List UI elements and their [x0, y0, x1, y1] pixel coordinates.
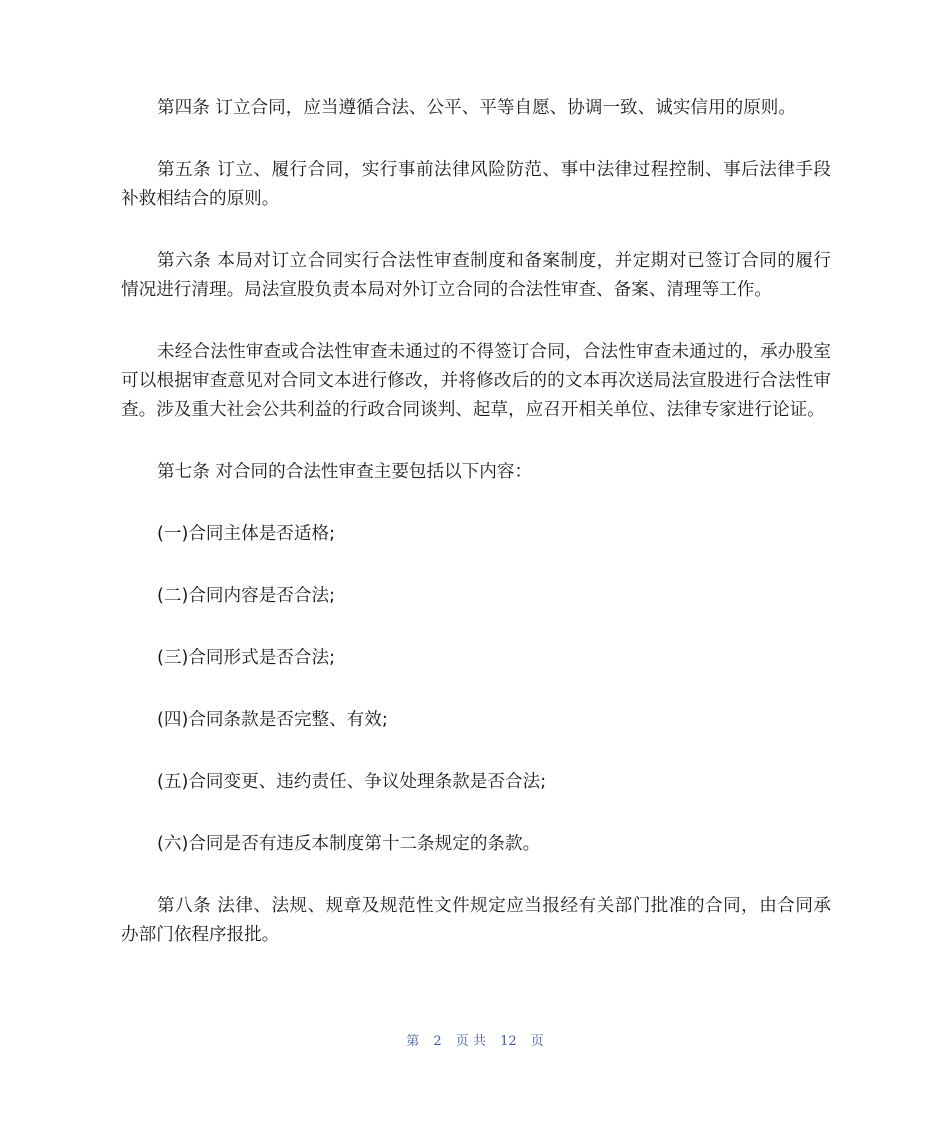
footer-suffix: 页	[530, 1034, 544, 1049]
article-7: 第七条 对合同的合法性审查主要包括以下内容：	[157, 462, 533, 482]
article-8: 第八条 法律、法规、规章及规范性文件规定应当报经有关部门批准的合同，由合同承办部门依程序报批。	[121, 896, 831, 945]
article-6: 第六条 本局对订立合同实行合法性审查制度和备案制度，并定期对已签订合同的履行情况进行清理。局法宣股负责本局对外订立合同的合法性审查、备案、清理等工作。	[121, 251, 831, 300]
footer-total-pages: 12	[500, 1034, 517, 1049]
article-7-item-6: (六)合同是否有违反本制度第十二条规定的条款。	[157, 834, 541, 854]
page-number-footer	[0, 1030, 950, 1049]
article-5: 第五条 订立、履行合同，实行事前法律风险防范、事中法律过程控制、事后法律手段补救相结合的原则。	[121, 160, 831, 209]
article-7-item-5: (五)合同变更、违约责任、争议处理条款是否合法;	[157, 772, 547, 792]
article-6-continuation: 未经合法性审查或合法性审查未通过的不得签订合同，合法性审查未通过的，承办股室可以根据审查意见对合同文本进行修改，并将修改后的的文本再次送局法宣股进行合法性审查。涉及重大社会公共利益的行政合同谈判、起草，应召开相关单位、法律专家进行论证。	[121, 342, 831, 420]
footer-prefix: 第	[406, 1034, 420, 1049]
footer-middle: 页 共	[455, 1034, 486, 1049]
article-7-item-4: (四)合同条款是否完整、有效;	[157, 710, 388, 730]
article-7-item-2: (二)合同内容是否合法;	[157, 586, 336, 606]
footer-current-page: 2	[433, 1034, 442, 1049]
article-7-item-3: (三)合同形式是否合法;	[157, 648, 336, 668]
article-7-item-1: (一)合同主体是否适格;	[157, 524, 336, 544]
document-body	[121, 94, 831, 983]
article-4: 第四条 订立合同，应当遵循合法、公平、平等自愿、协调一致、诚实信用的原则。	[157, 98, 796, 118]
